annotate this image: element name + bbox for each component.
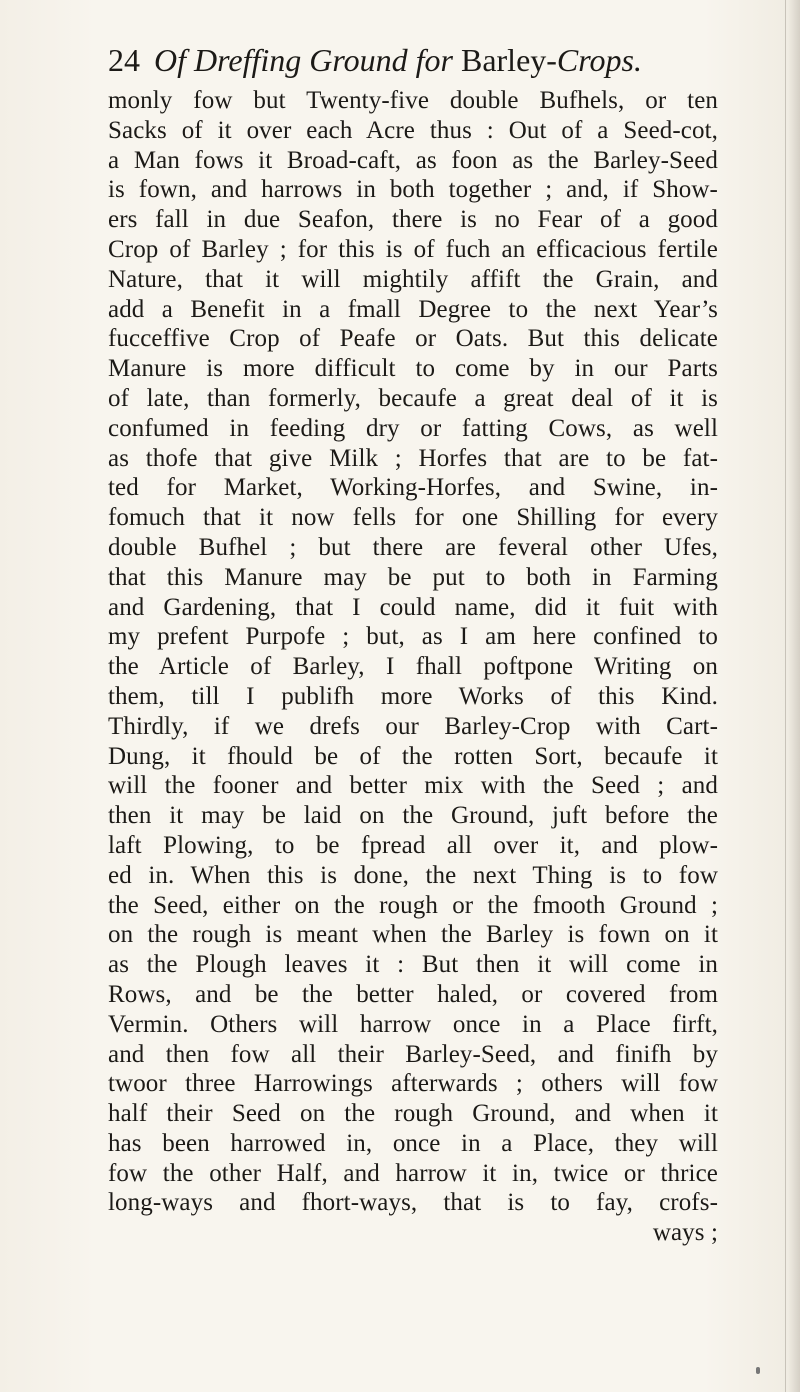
text-line: Dung, it fhould be of the rotten Sort, becaufe it: [108, 742, 718, 770]
text-line: Crop of Barley ; for this is of fuch an efficacious fertile: [108, 235, 718, 263]
text-line: ers fall in due Seafon, there is no Fear of a good: [108, 206, 718, 234]
text-line: my prefent Purpofe ; but, as I am here confined to: [108, 623, 718, 651]
text-line: fomuch that it now fells for one Shilling for every: [108, 504, 718, 532]
text-line: long-ways and fhort-ways, that is to fay, crofs-: [108, 1189, 718, 1217]
text-line: and then fow all their Barley-Seed, and finifh by: [108, 1040, 718, 1068]
text-line: is fown, and harrows in both together ; and, if Show-: [108, 176, 718, 204]
catchword-line: ways ;: [652, 1219, 718, 1247]
text-line: and Gardening, that I could name, did it fuit with: [108, 593, 718, 621]
text-line: the Article of Barley, I fhall poftpone Writing on: [108, 653, 718, 681]
text-line: fow the other Half, and harrow it in, twice or thrice: [108, 1159, 718, 1187]
text-line: Vermin. Others will harrow once in a Place firft,: [108, 1010, 718, 1038]
text-line: confumed in feeding dry or fatting Cows, as well: [108, 414, 718, 442]
text-line: of late, than formerly, becaufe a great deal of it is: [108, 384, 718, 412]
text-line: them, till I publifh more Works of this Kind.: [108, 682, 718, 710]
running-head-part-3: Crops.: [556, 42, 642, 78]
running-header: [108, 38, 708, 82]
text-line: on the rough is meant when the Barley is fown on it: [108, 921, 718, 949]
text-line: double Bufhel ; but there are feveral other Ufes,: [108, 533, 718, 561]
page-edge-line: [785, 0, 786, 1392]
text-line: Nature, that it will mightily affift the Grain, and: [108, 265, 718, 293]
text-line: Sacks of it over each Acre thus : Out of a Seed-cot,: [108, 116, 718, 144]
text-line: then it may be laid on the Ground, juft before the: [108, 802, 718, 830]
text-line: a Man fows it Broad-caft, as foon as the Barley-Seed: [108, 146, 718, 174]
body-text: [108, 86, 718, 1326]
text-line: Rows, and be the better haled, or covered from: [108, 980, 718, 1008]
text-line: will the fooner and better mix with the Seed ; and: [108, 772, 718, 800]
text-line: fucceffive Crop of Peafe or Oats. But this delicate: [108, 325, 718, 353]
text-line: ted for Market, Working-Horfes, and Swine, in-: [108, 474, 718, 502]
text-line: ed in. When this is done, the next Thing is to fow: [108, 861, 718, 889]
text-line: add a Benefit in a fmall Degree to the next Year’s: [108, 295, 718, 323]
binding-shadow: [788, 0, 800, 1392]
running-head-title: [154, 42, 642, 78]
text-line: as the Plough leaves it : But then it will come in: [108, 951, 718, 979]
text-line: Manure is more difficult to come by in our Parts: [108, 355, 718, 383]
text-line: twoor three Harrowings afterwards ; others will fow: [108, 1070, 718, 1098]
text-line: monly fow but Twenty-five double Bufhels, or ten: [108, 87, 718, 114]
ink-blot: [756, 1367, 760, 1374]
text-line: the Seed, either on the rough or the fmooth Ground ;: [108, 891, 718, 919]
page-number: 24: [108, 42, 140, 78]
text-line: laft Plowing, to be fpread all over it, and plow-: [108, 831, 718, 859]
running-head-part-1: Of Dreffing Ground for: [154, 42, 453, 78]
text-line: as thofe that give Milk ; Horfes that are to be fat-: [108, 444, 718, 472]
text-line: Thirdly, if we drefs our Barley-Crop with Cart-: [108, 712, 718, 740]
text-line: half their Seed on the rough Ground, and when it: [108, 1100, 718, 1128]
text-line: has been harrowed in, once in a Place, they will: [108, 1129, 718, 1157]
text-line: that this Manure may be put to both in Farming: [108, 563, 718, 591]
running-head-part-2: Barley-: [460, 42, 557, 78]
